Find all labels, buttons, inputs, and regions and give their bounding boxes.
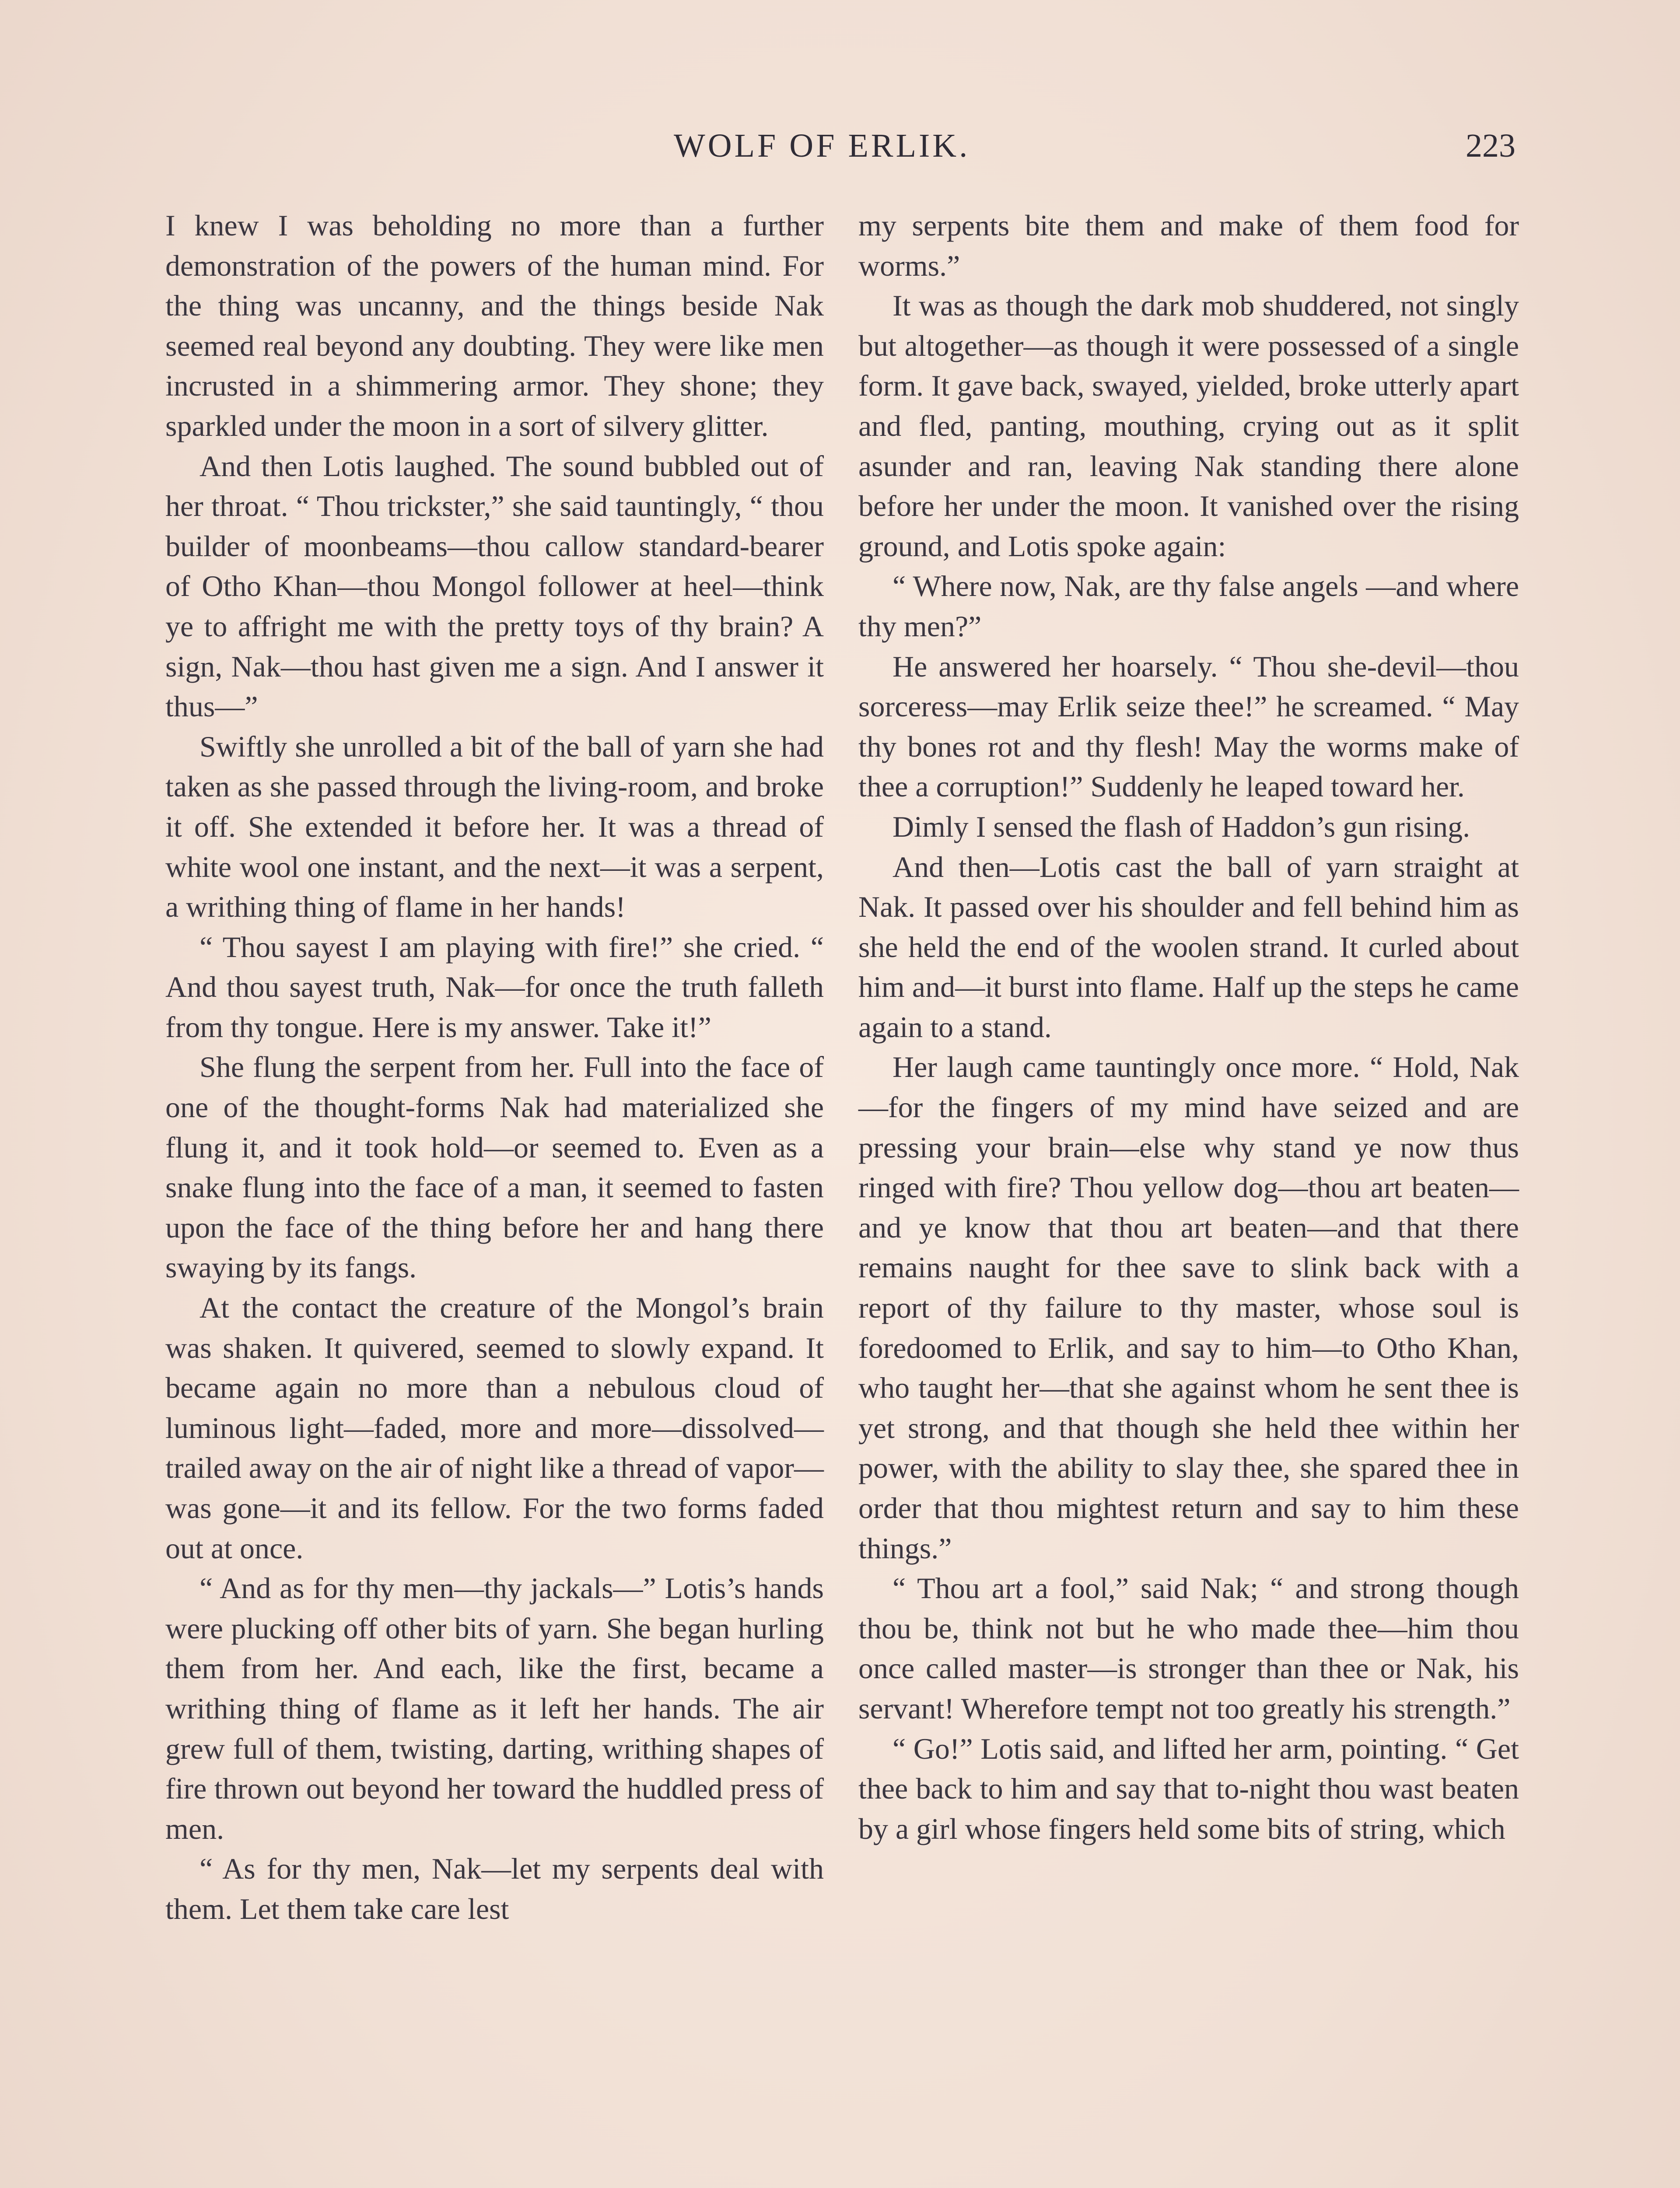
paragraph: Dimly I sensed the flash of Haddon’s gun rising.	[892, 810, 1470, 843]
paragraph: And then—Lotis cast the ball of yarn straight at Nak. It passed over his shoulder and fell behind him as she held the end of the woolen strand. It curled about him and—it burst into flame. Half up the steps he came again to a stand.	[858, 850, 1519, 1044]
paragraph: It was as though the dark mob shuddered, not singly but altogether—as though it were possessed of a single form. It gave back, swayed, yielded, broke utterly apart and fled, panting, mouthing, crying out as it split asunder and ran, leaving Nak standing there alone before her under the moon. It vanished over the rising ground, and Lotis spoke again:	[858, 289, 1519, 563]
right-column	[858, 206, 1519, 1849]
running-title: WOLF OF ERLIK.	[674, 127, 970, 164]
page-number: 223	[1466, 127, 1516, 164]
paragraph: “ Where now, Nak, are thy false angels —and where thy men?”	[858, 569, 1519, 643]
paragraph: Her laugh came tauntingly once more. “ Hold, Nak—for the fingers of my mind have seized and are pressing your brain—else why stand ye now thus ringed with fire? Thou yellow dog—thou art beaten—and ye know that thou art beaten—and that there remains naught for thee save to slink back with a report of thy failure to thy master, whose soul is foredoomed to Erlik, and say to him—to Otho Khan, who taught her—that she against whom he sent thee is yet strong, and that though she held thee within her power, with the ability to slay thee, she spared thee in order that thou mightest return and say to him these things.”	[858, 1050, 1519, 1565]
paragraph: “ And as for thy men—thy jackals—” Lotis’s hands were plucking off other bits of yarn. She began hurling them from her. And each, like the first, became a writhing thing of flame as it left her hands. The air grew full of them, twisting, darting, writhing shapes of fire thrown out beyond her toward the huddled press of men.	[165, 1571, 824, 1845]
paragraph: Swiftly she unrolled a bit of the ball of yarn she had taken as she passed through the living-room, and broke it off. She extended it before her. It was a thread of white wool one instant, and the next—it was a serpent, a writhing thing of flame in her hands!	[165, 729, 824, 924]
page-header	[0, 127, 1680, 175]
paragraph: “ Go!” Lotis said, and lifted her arm, pointing. “ Get thee back to him and say that to-night thou wast beaten by a girl whose fingers held some bits of string, which	[858, 1732, 1519, 1845]
paragraph: “ Thou art a fool,” said Nak; “ and strong though thou be, think not but he who made thee—him thou once called master—is stronger than thee or Nak, his servant! Wherefore tempt not too greatly his strength.”	[858, 1571, 1519, 1725]
paragraph: “ As for thy men, Nak—let my serpents deal with them. Let them take care lest	[165, 1852, 824, 1925]
paragraph: He answered her hoarsely. “ Thou she-devil—thou sorceress—may Erlik seize thee!” he screamed. “ May thy bones rot and thy flesh! May the worms make of thee a corruption!” Suddenly he leaped toward her.	[858, 649, 1519, 803]
paragraph-continuation: my serpents bite them and make of them food for worms.”	[858, 209, 1519, 282]
paragraph: And then Lotis laughed. The sound bubbled out of her throat. “ Thou trickster,” she said tauntingly, “ thou builder of moonbeams—thou callow standard-bearer of Otho Khan—thou Mongol follower at heel—think ye to affright me with the pretty toys of thy brain? A sign, Nak—thou hast given me a sign. And I answer it thus—”	[165, 449, 824, 723]
paragraph: “ Thou sayest I am playing with fire!” she cried. “ And thou sayest truth, Nak—for once the truth falleth from thy tongue. Here is my answer. Take it!”	[165, 930, 824, 1044]
left-column	[165, 206, 824, 1929]
paragraph: I knew I was beholding no more than a further demonstration of the powers of the human mind. For the thing was uncanny, and the things beside Nak seemed real beyond any doubting. They were like men incrusted in a shimmering armor. They shone; they sparkled under the moon in a sort of silvery glitter.	[165, 209, 824, 442]
paragraph: She flung the serpent from her. Full into the face of one of the thought-forms Nak had materialized she flung it, and it took hold—or seemed to. Even as a snake flung into the face of a man, it seemed to fasten upon the face of the thing before her and hang there swaying by its fangs.	[165, 1050, 824, 1284]
paragraph: At the contact the creature of the Mongol’s brain was shaken. It quivered, seemed to slowly expand. It became again no more than a nebulous cloud of luminous light—faded, more and more—dissolved—trailed away on the air of night like a thread of vapor—was gone—it and its fellow. For the two forms faded out at once.	[165, 1291, 824, 1565]
